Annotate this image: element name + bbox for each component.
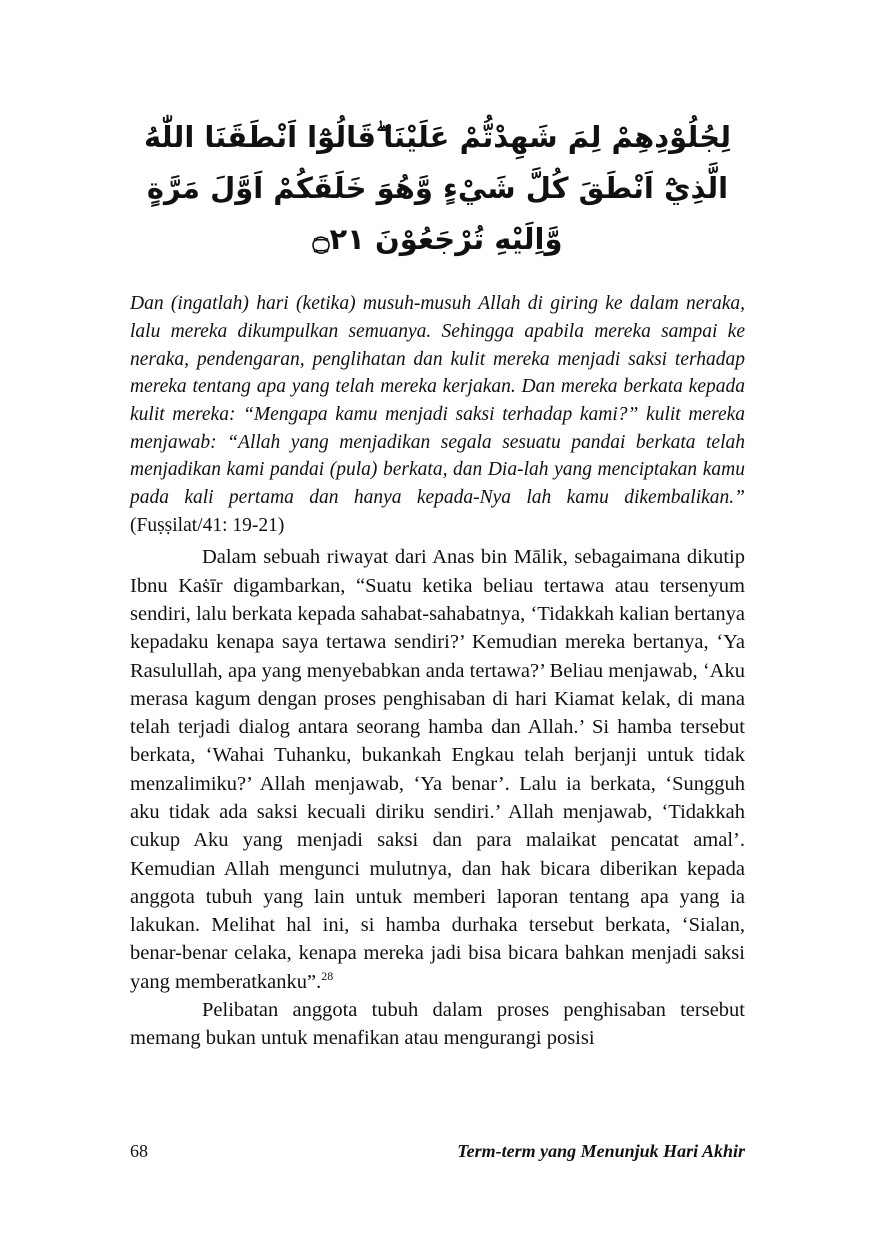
running-header-title: Term-term yang Menunjuk Hari Akhir (457, 1141, 745, 1161)
verse-translation (130, 290, 745, 539)
verse-citation: (Fuṣṣilat/41: 19-21) (130, 514, 285, 536)
page-footer (130, 1141, 745, 1162)
body-paragraph (130, 543, 745, 996)
body-paragraph (130, 996, 745, 1053)
verse-translation-text: Dan (ingatlah) hari (ketika) musuh-musuh Allah di giring ke dalam neraka, lalu mereka dikumpulkan semuanya. Sehingga apabila mereka sampai ke neraka, pendengaran, penglihatan dan kulit mereka menjadi saksi terhadap mereka tentang apa yang telah mereka kerjakan. Dan mereka berkata kepada kulit mereka: “Mengapa kamu menjadi saksi terhadap kami?” kulit mereka menjawab: “Allah yang menjadikan segala sesuatu pandai berkata telah menjadikan kami pandai (pula) berkata, dan Dia-lah yang menciptakan kamu pada kali pertama dan hanya kepada-Nya lah kamu dikembalikan.” (130, 293, 745, 509)
body-paragraph-text: Pelibatan anggota tubuh dalam proses penghisaban tersebut memang bukan untuk menafikan atau mengurangi posisi (130, 998, 745, 1050)
page-number: 68 (130, 1141, 148, 1161)
body-paragraph-text: Dalam sebuah riwayat dari Anas bin Mālik, sebagaimana dikutip Ibnu Kaṡīr digambarkan, “Suatu ketika beliau tertawa atau tersenyum sendiri, lalu berkata kepada sahabat-sahabatnya, ‘Tidakkah kalian bertanya kepadaku kenapa saya tertawa sendiri?’ Kemudian mereka bertanya, ‘Ya Rasulullah, apa yang menyebabkan anda tertawa?’ Beliau menjawab, ‘Aku merasa kagum dengan proses penghisaban di hari Kiamat kelak, di mana telah terjadi dialog antara seorang hamba dan Allah.’ Si hamba tersebut berkata, ‘Wahai Tuhanku, bukankah Engkau telah berjanji untuk tidak menzalimiku?’ Allah menjawab, ‘Ya benar’. Lalu ia berkata, ‘Sungguh aku tidak ada saksi kecuali diriku sendiri.’ Allah menjawab, ‘Tidakkah cukup Aku yang menjadi saksi dan para malaikat pencatat amal’. Kemudian Allah mengunci mulutnya, dan hak bicara diberikan kepada anggota tubuh yang lain untuk memberi laporan tentang apa yang ia lakukan. Melihat hal ini, si hamba durhaka tersebut berkata, ‘Sialan, benar-benar celaka, kenapa mereka jadi bisa bicara bahkan menjadi saksi yang memberatkanku”. (130, 546, 745, 993)
footnote-reference: 28 (321, 968, 334, 983)
arabic-verse: لِجُلُوْدِهِمْ لِمَ شَهِدْتُّمْ عَلَيْنَا ۖقَالُوْٓا اَنْطَقَنَا اللّٰهُ الَّذِيْٓ اَنْطَقَ كُلَّ شَيْءٍ وَّهُوَ خَلَقَكُمْ اَوَّلَ مَرَّةٍ وَّاِلَيْهِ تُرْجَعُوْنَ ۝٢١ (144, 120, 731, 256)
